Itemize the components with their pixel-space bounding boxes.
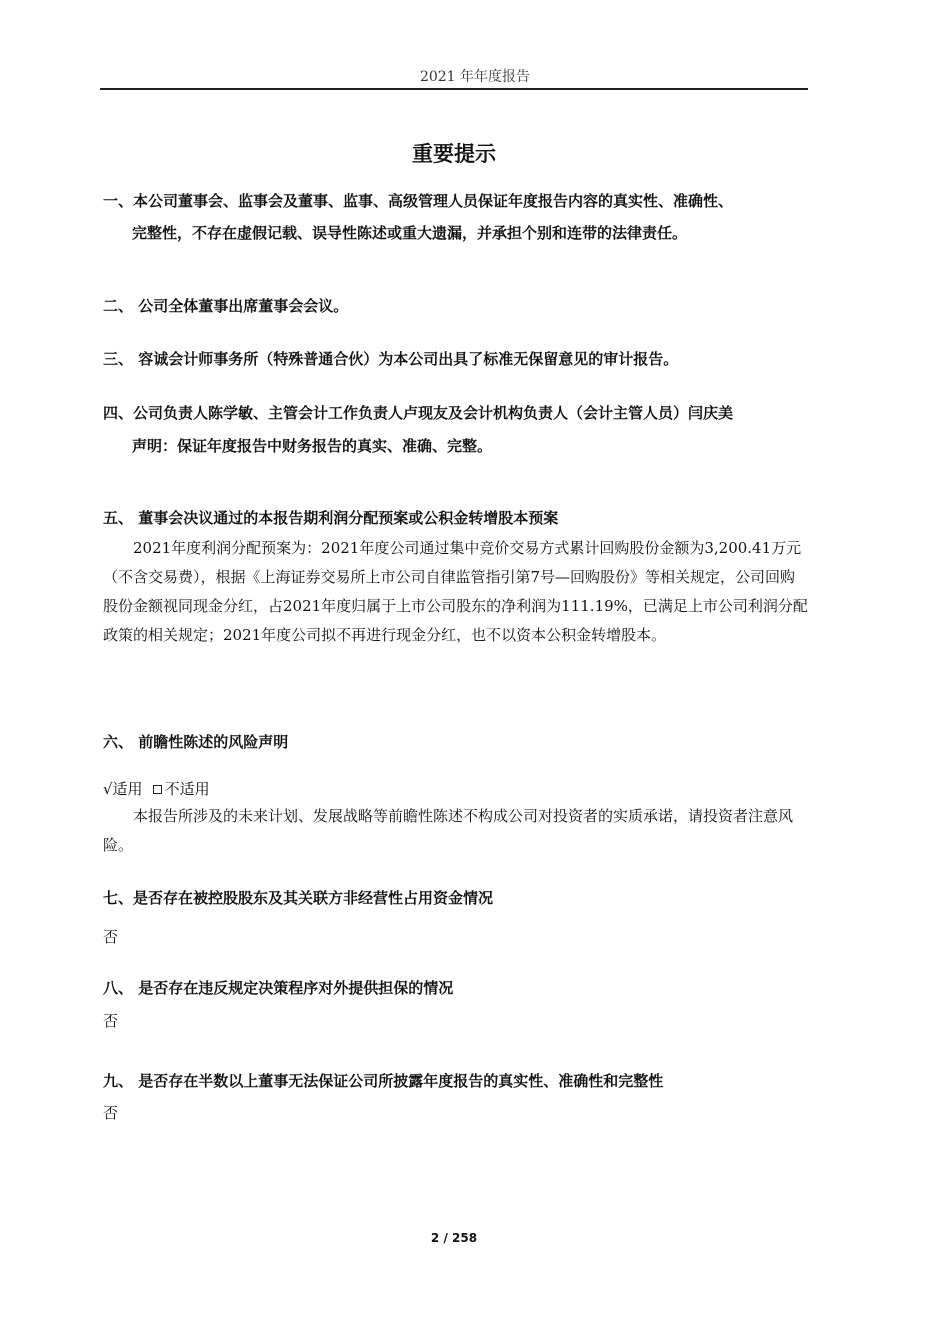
report-header-title: 2021 年年度报告 bbox=[419, 69, 531, 85]
item-seven-answer: 否 bbox=[103, 928, 119, 946]
item-nine-answer: 否 bbox=[103, 1104, 119, 1122]
forward-looking-paragraph: 本报告所涉及的未来计划、发展战略等前瞻性陈述不构成公司对投资者的实质承诺，请投资者注意风险。 bbox=[103, 807, 794, 854]
page-title: 重要提示 bbox=[412, 142, 496, 166]
item-seven-heading: 七、是否存在被控股股东及其关联方非经营性占用资金情况 bbox=[103, 889, 494, 907]
item-eight-heading: 八、 是否存在违反规定决策程序对外提供担保的情况 bbox=[103, 979, 454, 997]
applicability-row bbox=[103, 778, 210, 799]
item-six-heading: 六、 前瞻性陈述的风险声明 bbox=[103, 733, 289, 751]
page-number: 2 / 258 bbox=[430, 1231, 478, 1245]
applicable-option: √适用 bbox=[103, 780, 143, 798]
not-applicable-option: 不适用 bbox=[164, 780, 210, 798]
item-four-line1: 四、公司负责人陈学敏、主管会计工作负责人卢现友及会计机构负责人（会计主管人员）闫庆美 bbox=[103, 404, 734, 422]
item-three: 三、 容诚会计师事务所（特殊普通合伙）为本公司出具了标准无保留意见的审计报告。 bbox=[103, 350, 679, 368]
item-two: 二、 公司全体董事出席董事会会议。 bbox=[103, 297, 349, 315]
checkbox-icon bbox=[153, 785, 162, 794]
profit-distribution-paragraph: 2021年度利润分配预案为：2021年度公司通过集中竞价交易方式累计回购股份金额为3,200.41万元（不含交易费），根据《上海证券交易所上市公司自律监管指引第7号—回购股份》等相关规定，公司回购股份金额视同现金分红，占2021年度归属于上市公司股东的净利润为111.19%，已满足上市公司利润分配政策的相关规定；2021年度公司拟不再进行现金分红，也不以资本公积金转增股本。 bbox=[103, 539, 808, 644]
item-nine-heading: 九、 是否存在半数以上董事无法保证公司所披露年度报告的真实性、准确性和完整性 bbox=[103, 1072, 664, 1090]
item-one-line1: 一、本公司董事会、监事会及董事、监事、高级管理人员保证年度报告内容的真实性、准确性、 bbox=[103, 192, 734, 210]
item-eight-answer: 否 bbox=[103, 1012, 119, 1030]
item-four-line2: 声明：保证年度报告中财务报告的真实、准确、完整。 bbox=[132, 437, 493, 455]
item-five-heading: 五、 董事会决议通过的本报告期利润分配预案或公积金转增股本预案 bbox=[103, 509, 559, 527]
item-one-line2: 完整性，不存在虚假记载、误导性陈述或重大遗漏，并承担个别和连带的法律责任。 bbox=[132, 224, 688, 242]
header-divider bbox=[100, 88, 808, 90]
